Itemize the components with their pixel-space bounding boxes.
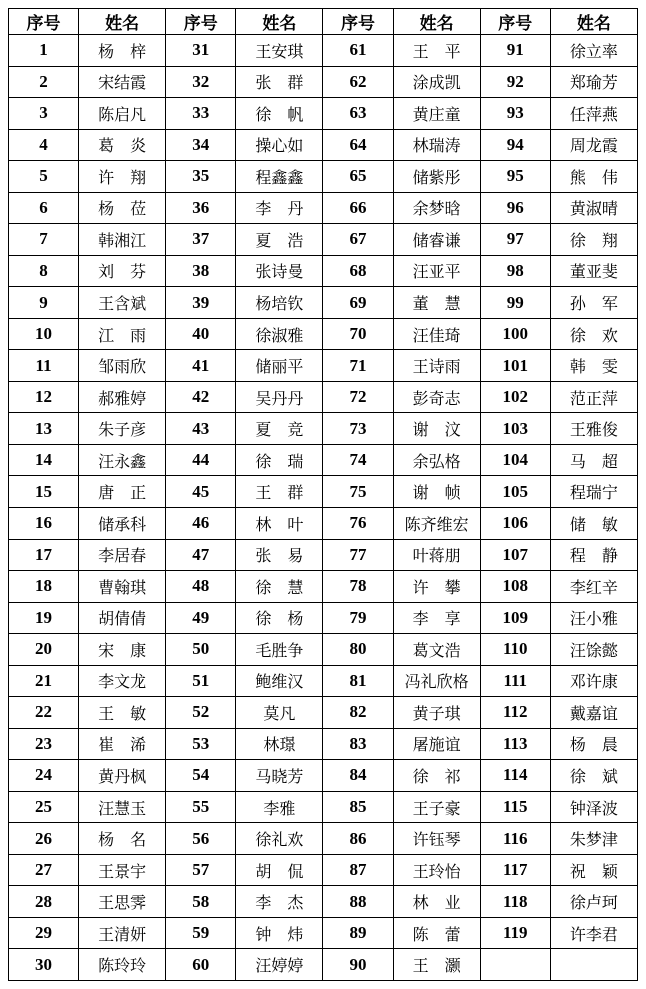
name-cell: 唐 正	[79, 476, 166, 508]
table-row	[9, 886, 638, 918]
name-cell: 崔 浠	[79, 728, 166, 760]
name-cell: 马晓芳	[236, 760, 323, 792]
table-row	[9, 444, 638, 476]
name-cell: 任萍燕	[550, 98, 637, 130]
serial-cell: 20	[9, 634, 79, 666]
serial-cell: 100	[480, 318, 550, 350]
serial-cell: 66	[323, 192, 393, 224]
name-cell: 许李君	[550, 917, 637, 949]
name-cell: 储 敏	[550, 507, 637, 539]
name-cell: 徐礼欢	[236, 823, 323, 855]
serial-cell: 28	[9, 886, 79, 918]
table-row	[9, 949, 638, 981]
serial-cell: 119	[480, 917, 550, 949]
name-cell: 张 群	[236, 66, 323, 98]
table-row	[9, 634, 638, 666]
name-cell: 许 攀	[393, 571, 480, 603]
serial-cell: 76	[323, 507, 393, 539]
name-cell: 江 雨	[79, 318, 166, 350]
name-cell: 汪馀懿	[550, 634, 637, 666]
serial-cell: 12	[9, 381, 79, 413]
name-cell: 李红辛	[550, 571, 637, 603]
serial-cell: 84	[323, 760, 393, 792]
serial-cell: 105	[480, 476, 550, 508]
table-row	[9, 255, 638, 287]
name-cell: 储睿谦	[393, 224, 480, 256]
serial-cell: 41	[166, 350, 236, 382]
serial-cell: 89	[323, 917, 393, 949]
table-row	[9, 192, 638, 224]
name-cell: 吴丹丹	[236, 381, 323, 413]
serial-cell: 90	[323, 949, 393, 981]
name-cell: 王 平	[393, 35, 480, 67]
serial-cell: 16	[9, 507, 79, 539]
table-row	[9, 224, 638, 256]
table-row	[9, 287, 638, 319]
serial-cell: 29	[9, 917, 79, 949]
name-cell: 夏 浩	[236, 224, 323, 256]
serial-cell: 72	[323, 381, 393, 413]
serial-cell: 30	[9, 949, 79, 981]
serial-cell: 1	[9, 35, 79, 67]
name-cell: 林瑞涛	[393, 129, 480, 161]
serial-cell: 4	[9, 129, 79, 161]
name-cell: 汪小雅	[550, 602, 637, 634]
column-header-serial: 序号	[480, 9, 550, 35]
name-cell: 杨 名	[79, 823, 166, 855]
table-row	[9, 129, 638, 161]
name-cell: 陈玲玲	[79, 949, 166, 981]
serial-cell: 18	[9, 571, 79, 603]
serial-cell: 79	[323, 602, 393, 634]
serial-cell: 31	[166, 35, 236, 67]
serial-cell: 33	[166, 98, 236, 130]
name-cell: 程 静	[550, 539, 637, 571]
serial-cell: 32	[166, 66, 236, 98]
name-cell: 葛文浩	[393, 634, 480, 666]
serial-cell: 91	[480, 35, 550, 67]
name-cell: 葛 炎	[79, 129, 166, 161]
name-cell: 胡倩倩	[79, 602, 166, 634]
serial-cell: 78	[323, 571, 393, 603]
serial-cell: 80	[323, 634, 393, 666]
name-cell: 黄淑晴	[550, 192, 637, 224]
name-cell: 余梦晗	[393, 192, 480, 224]
serial-cell: 3	[9, 98, 79, 130]
serial-cell: 21	[9, 665, 79, 697]
name-cell: 钟 炜	[236, 917, 323, 949]
name-cell: 杨 晨	[550, 728, 637, 760]
name-cell: 宋结霞	[79, 66, 166, 98]
serial-cell: 73	[323, 413, 393, 445]
serial-cell: 57	[166, 854, 236, 886]
name-cell: 陈齐维宏	[393, 507, 480, 539]
name-cell: 王雅俊	[550, 413, 637, 445]
name-cell: 王玲怡	[393, 854, 480, 886]
name-cell: 夏 竞	[236, 413, 323, 445]
serial-cell: 26	[9, 823, 79, 855]
serial-cell: 5	[9, 161, 79, 193]
serial-cell: 70	[323, 318, 393, 350]
name-cell: 宋 康	[79, 634, 166, 666]
serial-cell: 96	[480, 192, 550, 224]
name-cell: 徐立率	[550, 35, 637, 67]
serial-cell: 14	[9, 444, 79, 476]
name-cell: 徐 帆	[236, 98, 323, 130]
serial-cell: 53	[166, 728, 236, 760]
serial-cell: 19	[9, 602, 79, 634]
name-cell: 许钰琴	[393, 823, 480, 855]
name-cell: 徐 瑞	[236, 444, 323, 476]
serial-cell: 102	[480, 381, 550, 413]
name-cell: 郝雅婷	[79, 381, 166, 413]
serial-cell: 118	[480, 886, 550, 918]
table-row	[9, 35, 638, 67]
name-cell: 储承科	[79, 507, 166, 539]
name-cell: 黄子琪	[393, 697, 480, 729]
serial-cell: 43	[166, 413, 236, 445]
serial-cell: 94	[480, 129, 550, 161]
table-row	[9, 539, 638, 571]
serial-cell: 75	[323, 476, 393, 508]
serial-cell: 7	[9, 224, 79, 256]
serial-cell: 22	[9, 697, 79, 729]
name-cell: 杨培钦	[236, 287, 323, 319]
name-cell: 朱梦津	[550, 823, 637, 855]
name-cell: 王 群	[236, 476, 323, 508]
serial-cell: 13	[9, 413, 79, 445]
name-cell: 谢 汶	[393, 413, 480, 445]
name-cell: 李 丹	[236, 192, 323, 224]
name-cell: 汪慧玉	[79, 791, 166, 823]
serial-cell: 85	[323, 791, 393, 823]
column-header-name: 姓名	[393, 9, 480, 35]
serial-cell: 65	[323, 161, 393, 193]
serial-cell: 35	[166, 161, 236, 193]
serial-cell: 9	[9, 287, 79, 319]
serial-cell: 54	[166, 760, 236, 792]
name-cell: 朱子彦	[79, 413, 166, 445]
serial-cell: 81	[323, 665, 393, 697]
name-cell: 徐淑雅	[236, 318, 323, 350]
serial-cell: 11	[9, 350, 79, 382]
table-row	[9, 823, 638, 855]
name-cell: 汪永鑫	[79, 444, 166, 476]
serial-cell: 87	[323, 854, 393, 886]
serial-cell: 60	[166, 949, 236, 981]
serial-cell: 51	[166, 665, 236, 697]
serial-cell: 48	[166, 571, 236, 603]
name-cell: 徐 杨	[236, 602, 323, 634]
serial-cell: 111	[480, 665, 550, 697]
serial-cell: 92	[480, 66, 550, 98]
name-cell: 涂成凯	[393, 66, 480, 98]
table-row	[9, 476, 638, 508]
serial-cell: 71	[323, 350, 393, 382]
name-cell: 操心如	[236, 129, 323, 161]
serial-cell: 113	[480, 728, 550, 760]
serial-cell: 86	[323, 823, 393, 855]
serial-cell: 83	[323, 728, 393, 760]
name-cell: 熊 伟	[550, 161, 637, 193]
name-cell: 张 易	[236, 539, 323, 571]
name-cell: 周龙霞	[550, 129, 637, 161]
table-row	[9, 697, 638, 729]
name-cell: 徐 翔	[550, 224, 637, 256]
name-cell: 屠施谊	[393, 728, 480, 760]
column-header-serial: 序号	[166, 9, 236, 35]
serial-cell: 24	[9, 760, 79, 792]
column-header-name: 姓名	[236, 9, 323, 35]
serial-cell: 103	[480, 413, 550, 445]
serial-cell: 110	[480, 634, 550, 666]
serial-cell: 40	[166, 318, 236, 350]
name-cell: 程鑫鑫	[236, 161, 323, 193]
name-cell: 徐 慧	[236, 571, 323, 603]
serial-cell: 117	[480, 854, 550, 886]
table-row	[9, 917, 638, 949]
name-cell: 莫凡	[236, 697, 323, 729]
column-header-name: 姓名	[79, 9, 166, 35]
name-cell: 林 业	[393, 886, 480, 918]
table-row	[9, 602, 638, 634]
table-row	[9, 318, 638, 350]
name-cell: 徐 欢	[550, 318, 637, 350]
name-cell: 王思霁	[79, 886, 166, 918]
name-cell: 黄丹枫	[79, 760, 166, 792]
name-cell: 储紫彤	[393, 161, 480, 193]
name-cell: 马 超	[550, 444, 637, 476]
serial-cell: 99	[480, 287, 550, 319]
serial-cell: 8	[9, 255, 79, 287]
name-cell: 黄庄童	[393, 98, 480, 130]
serial-cell: 56	[166, 823, 236, 855]
name-cell: 王含斌	[79, 287, 166, 319]
name-cell: 韩 雯	[550, 350, 637, 382]
table-row	[9, 791, 638, 823]
serial-cell: 50	[166, 634, 236, 666]
serial-cell: 36	[166, 192, 236, 224]
name-cell: 谢 帧	[393, 476, 480, 508]
name-cell: 叶蒋朋	[393, 539, 480, 571]
serial-cell: 61	[323, 35, 393, 67]
serial-cell: 98	[480, 255, 550, 287]
serial-cell: 27	[9, 854, 79, 886]
name-cell: 彭奇志	[393, 381, 480, 413]
table-row	[9, 350, 638, 382]
name-cell: 王 灏	[393, 949, 480, 981]
name-cell: 董亚斐	[550, 255, 637, 287]
serial-cell: 44	[166, 444, 236, 476]
name-cell: 王子豪	[393, 791, 480, 823]
column-header-serial: 序号	[323, 9, 393, 35]
name-cell: 徐卢珂	[550, 886, 637, 918]
name-cell: 李居春	[79, 539, 166, 571]
name-cell: 胡 侃	[236, 854, 323, 886]
serial-cell: 2	[9, 66, 79, 98]
serial-cell: 37	[166, 224, 236, 256]
table-row	[9, 507, 638, 539]
serial-cell: 69	[323, 287, 393, 319]
serial-cell: 108	[480, 571, 550, 603]
name-cell: 林 叶	[236, 507, 323, 539]
name-cell: 储丽平	[236, 350, 323, 382]
serial-cell: 114	[480, 760, 550, 792]
serial-cell: 116	[480, 823, 550, 855]
name-cell: 陈启凡	[79, 98, 166, 130]
table-row	[9, 571, 638, 603]
serial-cell: 77	[323, 539, 393, 571]
serial-cell: 63	[323, 98, 393, 130]
column-header-serial: 序号	[9, 9, 79, 35]
name-cell: 程瑞宁	[550, 476, 637, 508]
name-cell: 邹雨欣	[79, 350, 166, 382]
name-cell: 范正萍	[550, 381, 637, 413]
table-row	[9, 161, 638, 193]
serial-cell: 34	[166, 129, 236, 161]
name-cell	[550, 949, 637, 981]
name-cell: 汪佳琦	[393, 318, 480, 350]
name-cell: 钟泽波	[550, 791, 637, 823]
serial-cell: 55	[166, 791, 236, 823]
name-cell: 王安琪	[236, 35, 323, 67]
serial-cell: 67	[323, 224, 393, 256]
serial-cell: 10	[9, 318, 79, 350]
name-cell: 鲍维汉	[236, 665, 323, 697]
name-cell: 杨 梓	[79, 35, 166, 67]
name-cell: 毛胜争	[236, 634, 323, 666]
name-cell: 王 敏	[79, 697, 166, 729]
name-cell: 邓许康	[550, 665, 637, 697]
name-cell: 韩湘江	[79, 224, 166, 256]
name-cell: 李雅	[236, 791, 323, 823]
name-cell: 余弘格	[393, 444, 480, 476]
name-cell: 徐 斌	[550, 760, 637, 792]
name-cell: 刘 芬	[79, 255, 166, 287]
table-row	[9, 98, 638, 130]
serial-cell: 104	[480, 444, 550, 476]
serial-cell: 97	[480, 224, 550, 256]
name-cell: 戴嘉谊	[550, 697, 637, 729]
name-cell: 徐 祁	[393, 760, 480, 792]
table-row	[9, 854, 638, 886]
serial-cell: 58	[166, 886, 236, 918]
name-cell: 王景宇	[79, 854, 166, 886]
name-cell: 李 杰	[236, 886, 323, 918]
name-cell: 杨 莅	[79, 192, 166, 224]
serial-cell: 17	[9, 539, 79, 571]
name-cell: 许 翔	[79, 161, 166, 193]
name-cell: 郑瑜芳	[550, 66, 637, 98]
serial-cell: 101	[480, 350, 550, 382]
name-cell: 王清妍	[79, 917, 166, 949]
name-cell: 李 享	[393, 602, 480, 634]
table-row	[9, 381, 638, 413]
serial-cell: 112	[480, 697, 550, 729]
name-cell: 李文龙	[79, 665, 166, 697]
table-row	[9, 665, 638, 697]
serial-cell: 47	[166, 539, 236, 571]
serial-cell	[480, 949, 550, 981]
serial-cell: 39	[166, 287, 236, 319]
serial-cell: 62	[323, 66, 393, 98]
serial-cell: 107	[480, 539, 550, 571]
serial-cell: 68	[323, 255, 393, 287]
name-cell: 冯礼欣格	[393, 665, 480, 697]
name-cell: 孙 军	[550, 287, 637, 319]
name-cell: 陈 蕾	[393, 917, 480, 949]
header-row	[9, 9, 638, 35]
name-cell: 王诗雨	[393, 350, 480, 382]
name-cell: 祝 颖	[550, 854, 637, 886]
serial-cell: 88	[323, 886, 393, 918]
serial-cell: 106	[480, 507, 550, 539]
serial-cell: 38	[166, 255, 236, 287]
serial-cell: 45	[166, 476, 236, 508]
serial-cell: 115	[480, 791, 550, 823]
serial-cell: 82	[323, 697, 393, 729]
name-cell: 曹翰琪	[79, 571, 166, 603]
table-row	[9, 66, 638, 98]
name-cell: 张诗曼	[236, 255, 323, 287]
column-header-name: 姓名	[550, 9, 637, 35]
table-row	[9, 728, 638, 760]
serial-cell: 95	[480, 161, 550, 193]
serial-cell: 42	[166, 381, 236, 413]
serial-cell: 23	[9, 728, 79, 760]
serial-cell: 25	[9, 791, 79, 823]
serial-cell: 49	[166, 602, 236, 634]
serial-cell: 15	[9, 476, 79, 508]
serial-cell: 93	[480, 98, 550, 130]
serial-cell: 59	[166, 917, 236, 949]
table-row	[9, 413, 638, 445]
name-roster-table	[8, 8, 638, 981]
serial-cell: 74	[323, 444, 393, 476]
serial-cell: 64	[323, 129, 393, 161]
serial-cell: 46	[166, 507, 236, 539]
serial-cell: 52	[166, 697, 236, 729]
name-cell: 董 慧	[393, 287, 480, 319]
name-cell: 汪婷婷	[236, 949, 323, 981]
name-cell: 汪亚平	[393, 255, 480, 287]
serial-cell: 6	[9, 192, 79, 224]
roster-body	[9, 35, 638, 981]
serial-cell: 109	[480, 602, 550, 634]
name-cell: 林璟	[236, 728, 323, 760]
table-row	[9, 760, 638, 792]
